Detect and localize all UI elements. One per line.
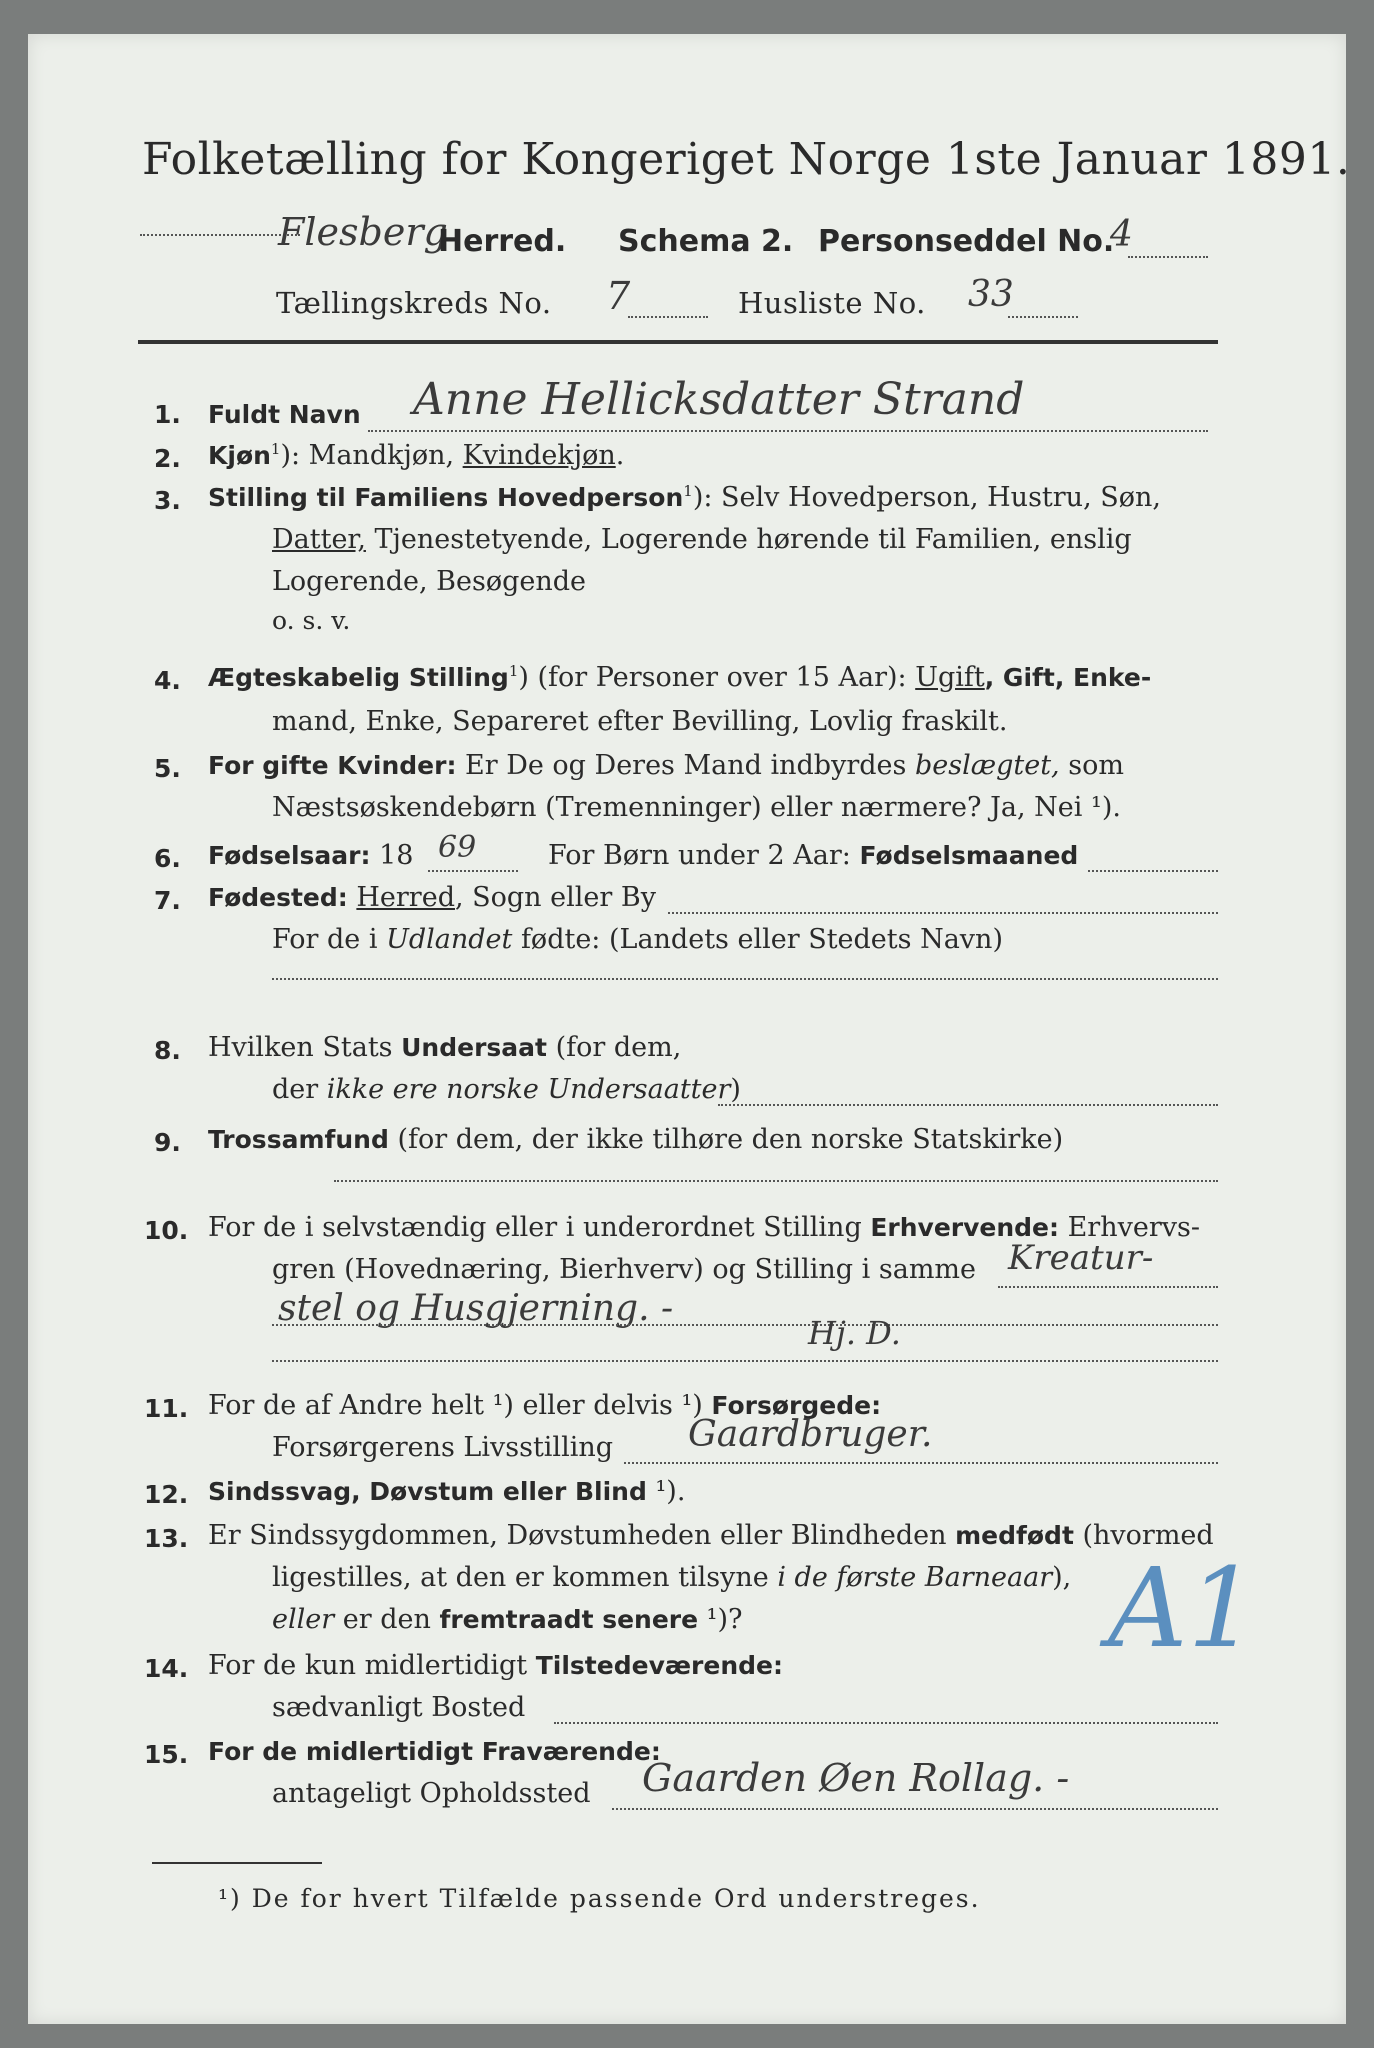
q15-label: For de midlertidigt Fraværende: [208, 1737, 661, 1766]
q14-label: Tilstedeværende: [535, 1651, 783, 1680]
q14-number: 14. [144, 1654, 189, 1683]
taellingskreds-label: Tællingskreds No. [276, 286, 552, 320]
q10-line1-a: For de i selvstændig eller i underordnet Stilling [208, 1212, 871, 1243]
q7-number: 7. [154, 886, 181, 915]
q12-line [208, 1476, 685, 1507]
q13-number: 13. [144, 1524, 189, 1553]
q14-line1-a: For de kun midlertidigt [208, 1650, 536, 1681]
q11-number: 11. [144, 1394, 189, 1423]
q8-label: Undersaat [401, 1033, 547, 1062]
q10-dotted-line-3 [272, 1360, 1218, 1362]
q3-line2-text: Tjenestetyende, Logerende hørende til Familien, enslig [365, 524, 1132, 555]
q3-line4: o. s. v. [272, 606, 351, 635]
q3-line1-text: ): Selv Hovedperson, Hustru, Søn, [692, 482, 1161, 513]
q4-sup: 1 [508, 662, 519, 680]
footnote-rule [152, 1862, 322, 1864]
q7-label: Fødested: [208, 883, 348, 912]
q10-answer-1: Kreatur- [1008, 1238, 1154, 1278]
q13-line1-b: (hvormed [1073, 1520, 1214, 1551]
q7-line2 [272, 924, 1003, 955]
q2-text-a: ): Mandkjøn, [280, 440, 463, 471]
schema-label: Schema 2. [618, 224, 794, 259]
q15-number: 15. [144, 1740, 189, 1769]
q5-line1 [208, 750, 1124, 781]
q4-label: Ægteskabelig Stilling [208, 663, 509, 692]
q13-line1 [208, 1520, 1214, 1551]
q13-line2 [272, 1562, 1071, 1593]
q3-line3: Logerende, Besøgende [272, 566, 586, 597]
q11-label: Forsørgede: [711, 1391, 882, 1420]
q4-line1-a: ) (for Personer over 15 Aar): [518, 662, 916, 693]
q13-line3-bold: fremtraadt senere [439, 1605, 699, 1634]
q7-line1 [208, 882, 656, 913]
q3-line2 [272, 524, 1132, 555]
q5-line1-b: som [1059, 750, 1124, 781]
q10-number: 10. [144, 1216, 189, 1245]
q3-line1 [208, 482, 1161, 513]
q9-line [208, 1124, 1063, 1155]
q5-line1-a: Er De og Deres Mand indbyrdes [456, 750, 915, 781]
q13-line3 [272, 1604, 743, 1635]
q10-label: Erhvervende: [870, 1213, 1060, 1242]
herred-dotted-line [140, 234, 300, 236]
margin-mark-A1: A1 [1108, 1544, 1258, 1672]
footnote: ¹) De for hvert Tilfælde passende Ord understreges. [218, 1884, 981, 1913]
q9-number: 9. [154, 1128, 181, 1157]
herred-value: Flesberg [278, 210, 448, 254]
q13-line1-a: Er Sindssygdommen, Døvstumheden eller Blindheden [208, 1520, 956, 1551]
q2-line [208, 440, 624, 471]
q13-line2-a: ligestilles, at den er kommen tilsyne [272, 1562, 778, 1593]
q2-label: Kjøn [208, 441, 271, 470]
q12-label: Sindssvag, Døvstum eller Blind [208, 1477, 647, 1506]
q15-line1 [208, 1736, 661, 1767]
q4-line1-b: , Gift, Enke- [984, 663, 1152, 692]
q4-selected-option: Ugift [915, 662, 985, 693]
q1-number: 1. [154, 400, 181, 429]
q15-line2: antageligt Opholdssted [272, 1778, 591, 1809]
q7-foreign-dotted-line [272, 978, 1218, 980]
personseddel-dotted-line [1128, 256, 1208, 258]
q8-line2-b: ) [730, 1074, 741, 1105]
q1-answer-name: Anne Hellicksdatter Strand [413, 374, 1025, 425]
q12-tail: ¹). [646, 1476, 686, 1507]
q6-prefix: 18 [370, 840, 414, 871]
q7-selected-option: Herred [356, 882, 455, 913]
personseddel-value: 4 [1110, 214, 1133, 255]
q2-number: 2. [154, 444, 181, 473]
q10-dotted-line-1 [998, 1286, 1218, 1288]
census-form-sheet [28, 34, 1351, 2024]
q14-line1 [208, 1650, 783, 1681]
q9-text: (for dem, der ikke tilhøre den norske Statskirke) [388, 1124, 1064, 1155]
q7-line2-b: fødte: (Landets eller Stedets Navn) [512, 924, 1003, 955]
q5-line1-italic: beslægtet, [914, 750, 1060, 781]
q7-line2-italic: Udlandet [386, 924, 513, 955]
q11-line1-a: For de af Andre helt ¹) eller delvis ¹) [208, 1390, 712, 1421]
q8-line1-a: Hvilken Stats [208, 1032, 402, 1063]
q2-text-c: . [615, 440, 625, 471]
q10-dotted-line-2 [272, 1324, 1218, 1326]
q6-label2: Fødselsmaaned [859, 841, 1079, 870]
husliste-value: 33 [968, 274, 1014, 315]
q14-line2: sædvanligt Bosted [272, 1692, 526, 1723]
q6-answer-year: 69 [438, 830, 477, 865]
q9-label: Trossamfund [208, 1125, 389, 1154]
q2-sup: 1 [270, 440, 281, 458]
q4-line2: mand, Enke, Separeret efter Bevilling, Lovlig fraskilt. [272, 706, 1008, 737]
q6-month-dotted-line [1088, 870, 1218, 872]
q10-answer-2: stel og Husgjerning. - [278, 1288, 674, 1329]
q11-answer: Gaardbruger. [688, 1414, 933, 1455]
q13-line3-italic: eller [272, 1604, 335, 1635]
q5-label: For gifte Kvinder: [208, 751, 457, 780]
personseddel-label: Personseddel No. [818, 224, 1115, 259]
q13-line3-a: er den [334, 1604, 440, 1635]
q7-line2-a: For de i [272, 924, 387, 955]
q10-answer-3: Hj. D. [808, 1314, 901, 1352]
q6-number: 6. [154, 844, 181, 873]
q5-number: 5. [154, 754, 181, 783]
q6-text: For Børn under 2 Aar: [548, 840, 860, 871]
q4-number: 4. [154, 666, 181, 695]
q1-label: Fuldt Navn [208, 400, 361, 429]
herred-label: Herred. [438, 224, 567, 259]
q7-dotted-line [668, 912, 1218, 914]
q2-selected-option: Kvindekjøn [462, 440, 616, 471]
q13-line2-b: ), [1052, 1562, 1072, 1593]
q8-line2-italic: ikke ere norske Undersaatter [326, 1074, 731, 1105]
q8-number: 8. [154, 1036, 181, 1065]
q7-text: , Sogn eller By [454, 882, 656, 913]
q6-line2 [548, 840, 1078, 871]
q11-dotted-line [624, 1462, 1218, 1464]
q3-selected-option: Datter, [272, 524, 366, 555]
taellingskreds-dotted-line [628, 316, 708, 318]
husliste-dotted-line [1008, 316, 1078, 318]
q3-number: 3. [154, 486, 181, 515]
taellingskreds-value: 7 [606, 274, 631, 318]
q8-line2-a: der [272, 1074, 327, 1105]
form-title: Folketælling for Kongeriget Norge 1ste Januar 1891. [142, 134, 1351, 185]
q9-dotted-line [334, 1180, 1218, 1182]
q14-dotted-line [554, 1722, 1218, 1724]
q10-line1-b: Erhvervs- [1059, 1212, 1200, 1243]
q12-number: 12. [144, 1480, 189, 1509]
q1-dotted-line [368, 430, 1208, 432]
q6-label: Fødselsaar: [208, 841, 371, 870]
q8-line1-b: (for dem, [546, 1032, 682, 1063]
q8-dotted-line [718, 1104, 1218, 1106]
q3-label: Stilling til Familiens Hovedperson [208, 483, 684, 512]
q11-line2: Forsørgerens Livsstilling [272, 1432, 614, 1463]
q13-label: medfødt [955, 1521, 1074, 1550]
q3-sup: 1 [683, 482, 693, 500]
q6-line [208, 840, 413, 871]
header-rule [138, 340, 1218, 344]
q8-line1 [208, 1032, 681, 1063]
q4-line1 [208, 662, 1151, 693]
q6-dotted-line [428, 870, 518, 872]
q13-line2-italic: i de første Barneaar [777, 1562, 1053, 1593]
q5-line2: Næstsøskendebørn (Tremenninger) eller nærmere? Ja, Nei ¹). [272, 792, 1121, 823]
q15-answer: Gaarden Øen Rollag. - [642, 1756, 1070, 1800]
q10-line2: gren (Hovednæring, Bierhverv) og Stilling i samme [272, 1254, 977, 1285]
husliste-label: Husliste No. [738, 286, 926, 320]
q8-line2 [272, 1074, 741, 1105]
q13-line3-c: ¹)? [698, 1604, 743, 1635]
q15-dotted-line [612, 1808, 1218, 1810]
